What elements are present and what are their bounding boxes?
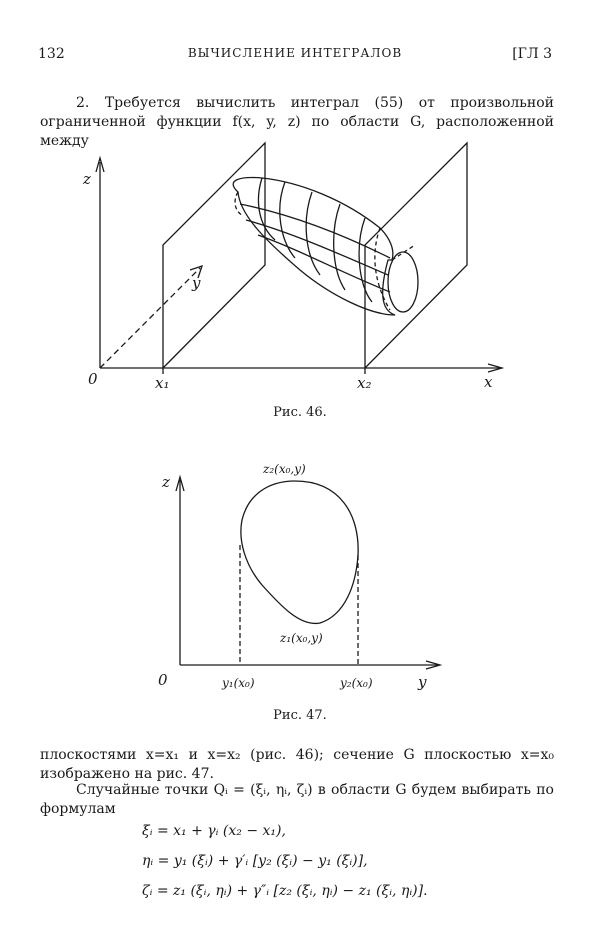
figure-47 [0,455,600,700]
paragraph-planes: плоскостями x=x₁ и x=x₂ (рис. 46); сечение G плоскостью x=x₀ изображено на рис. 47. [40,747,554,782]
caption-figure-47: Рис. 47. [273,708,327,723]
y2-label: y₂(x₀) [340,676,373,690]
x2-label: x₂ [357,374,372,392]
body-meridian [334,204,345,290]
x-label: x [484,373,493,391]
figure-46 [0,140,600,400]
body-parallel [258,235,390,292]
x1-label: x₁ [155,374,170,392]
page-number: 132 [38,46,65,62]
running-title: ВЫЧИСЛЕНИЕ ИНТЕГРАЛОВ [187,46,403,60]
plane-x2 [365,143,467,368]
chapter-marker: [ГЛ 3 [512,46,552,62]
body-end-cap [388,252,418,312]
z-label: z [162,473,170,491]
formula-block [142,816,562,906]
caption-figure-46: Рис. 46. [273,405,327,420]
z-label: z [83,170,91,188]
section-curve [241,481,358,623]
y-label: y [192,274,201,292]
top-curve-label: z₂(x₀,y) [263,462,306,476]
y-axis [100,268,200,368]
origin-label: 0 [88,370,98,388]
page-header [38,46,552,66]
plane-x1 [163,143,265,368]
formula-zeta: ζᵢ = z₁ (ξᵢ, ηᵢ) + γ″ᵢ [z₂ (ξᵢ, ηᵢ) − z₁ (ξᵢ, ηᵢ)]. [142,883,428,899]
formula-xi: ξᵢ = x₁ + γᵢ (x₂ − x₁), [142,823,286,839]
body-outline [233,178,395,315]
y1-label: y₁(x₀) [222,676,255,690]
formula-eta: ηᵢ = y₁ (ξᵢ) + γ′ᵢ [y₂ (ξᵢ) − y₁ (ξᵢ)], [142,853,368,869]
origin-label: 0 [158,671,168,689]
paragraph-random-points: Случайные точки Qᵢ = (ξᵢ, ηᵢ, ζᵢ) в области G будем выбирать по формулам [40,782,554,817]
paragraph-intro: 2. Требуется вычислить интеграл (55) от произвольной ограниченной функции f(x, y, z) по области G, расположенной между [40,95,554,149]
bottom-curve-label: z₁(x₀,y) [280,631,323,645]
body-parallel [240,204,390,258]
y-label: y [418,673,427,691]
body-meridian [306,192,320,275]
